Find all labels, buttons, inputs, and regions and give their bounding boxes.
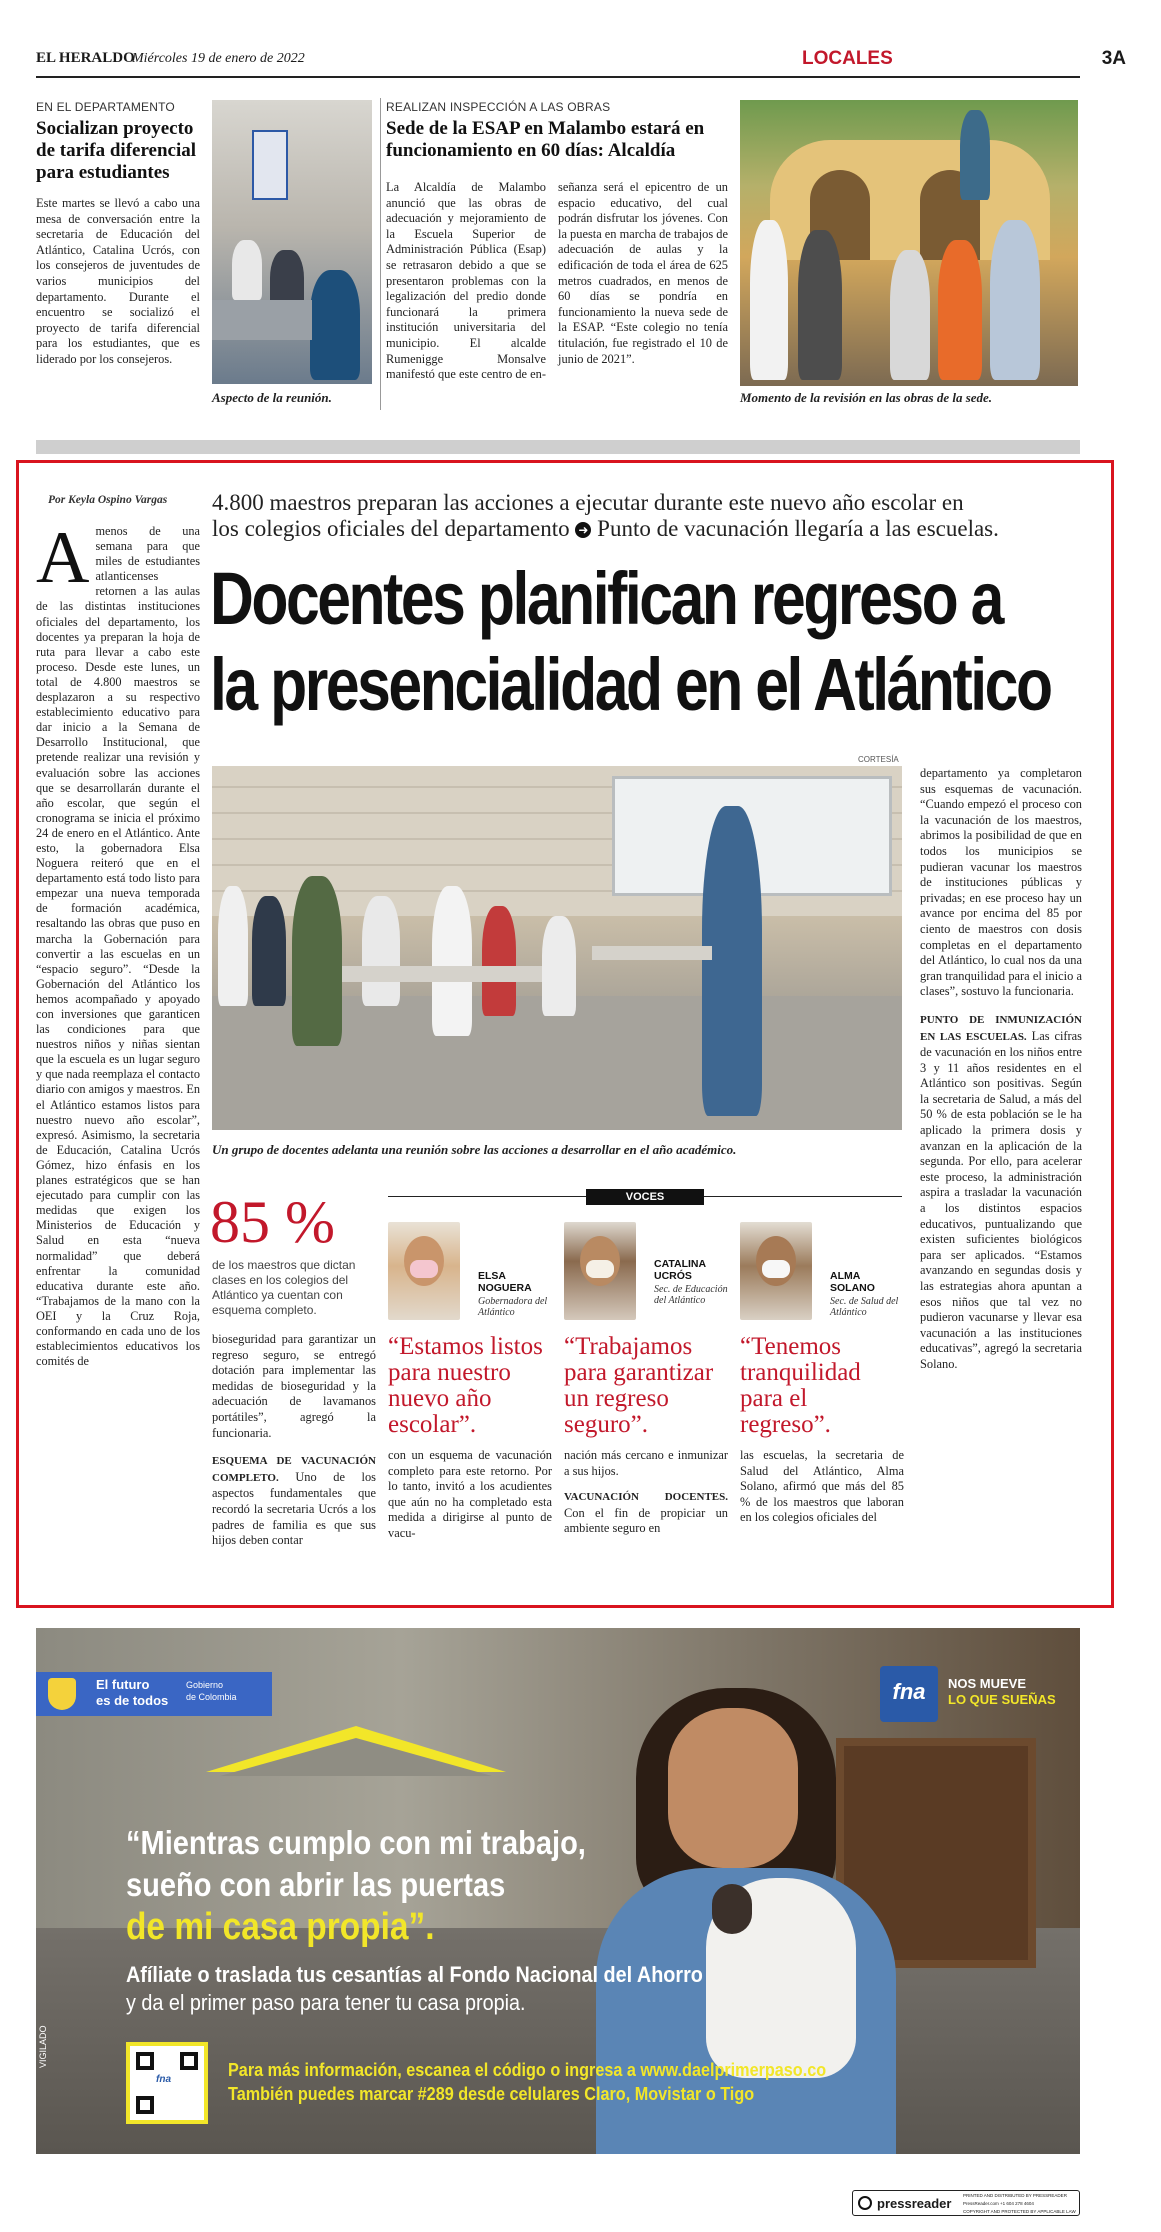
issue-date: Miércoles 19 de enero de 2022 — [132, 51, 305, 66]
main-right-col — [920, 766, 1082, 1373]
brief2-col1: La Alcaldía de Malambo anunció que las obras de adecuación y mejoramiento de la Escuela Superior de Administración Pública (Esap) se retrasaron debido a que se presentaron problemas con la legalización del predio donde funcionará la primera institución universitaria del municipio. El alcalde Rumenigge Monsalve manifestó que este centro de en- — [386, 180, 546, 382]
subtitle-part-a: los colegios oficiales del departamento — [212, 516, 570, 541]
gov-line1: El futuro — [96, 1677, 150, 1692]
voz-2-role: Sec. de Educación del Atlántico — [654, 1284, 728, 1306]
voz-3-portrait — [740, 1222, 812, 1320]
stat-text: de los maestros que dictan clases en los colegios del Atlántico ya cuentan con esquema completo. — [212, 1258, 356, 1317]
story-subtitle-line2 — [212, 516, 999, 542]
fna-logo: fna — [880, 1666, 938, 1722]
story-subtitle-line1: 4.800 maestros preparan las acciones a ejecutar durante este nuevo año escolar en — [212, 490, 964, 515]
brief1-caption: Aspecto de la reunión. — [212, 390, 332, 405]
ad-info-line1: Para más información, escanea el código o ingresa a www.daelprimerpaso.co — [228, 2060, 827, 2080]
right-col-text: departamento ya completaron sus esquemas de vacunación. “Cuando empezó el proceso con la vacunación de los maestros, abrimos la posibilidad de que en todos los municipios se pudieran vacunar los maestros de instituciones públicas y privadas; en ese proceso hay un avance por encima del 85 por ciento de maestros con dosis completas en el departamento del Atlántico, lo cual nos da una gran tranquilidad para el inicio a clases”, sostuvo la funcionaria. — [920, 766, 1082, 999]
right-subhead: PUNTO DE INMUNIZACIÓN EN LAS ESCUELAS. — [920, 1013, 1082, 1043]
gov-line2: es de todos — [96, 1693, 169, 1708]
qr-code — [126, 2042, 208, 2124]
col2-text: bioseguridad para garantizar un regreso seguro, se entregó dotación para implementar las medidas de bioseguridad y la adecuación de lavamanos portátiles”, agregó la funcionaria. — [212, 1332, 376, 1440]
paper-name: EL HERALDO — [36, 50, 135, 66]
brief2-photo — [740, 100, 1078, 386]
voz-3-name: ALMA SOLANO — [830, 1270, 875, 1294]
ad-woman-face — [668, 1708, 798, 1868]
fna-slogan-line1: NOS MUEVE — [948, 1676, 1027, 1691]
main-headline-line1: Docentes planifican regreso a — [210, 557, 1002, 640]
ad-quote-line1: “Mientras cumplo con mi trabajo, — [126, 1824, 586, 1861]
main-col2 — [212, 1332, 376, 1549]
main-col1 — [36, 517, 200, 1369]
voces-label: VOCES — [586, 1189, 704, 1205]
gov-line3: Gobierno — [186, 1680, 224, 1690]
voz-2-portrait — [564, 1222, 636, 1320]
page-number: 3A — [1101, 48, 1126, 69]
stat-value: 85 % — [210, 1189, 335, 1255]
voz-3-quote: “Tenemos tranquilidad para el regreso”. — [740, 1333, 861, 1438]
byline: Por Keyla Ospino Vargas — [48, 494, 168, 506]
ad-sub-line2: y da el primer paso para tener tu casa propia. — [126, 1990, 526, 2015]
voz-1-name: ELSA NOGUERA — [478, 1270, 532, 1294]
pressreader-badge — [852, 2190, 1080, 2216]
arrow-circle-icon: ➜ — [575, 522, 591, 538]
col4-text: nación más cercano e inmunizar a sus hijos. — [564, 1448, 728, 1478]
voz-3-role: Sec. de Salud del Atlántico — [830, 1296, 899, 1318]
subtitle-part-b: Punto de vacunación llegaría a las escuelas. — [597, 516, 999, 541]
brief-divider — [380, 98, 381, 410]
ad-roof-inner — [220, 1738, 492, 1776]
ad-quote-line2: sueño con abrir las puertas — [126, 1866, 506, 1903]
main-photo-caption: Un grupo de docentes adelanta una reunión sobre las acciones a desarrollar en el año académico. — [212, 1142, 737, 1157]
voz-1-quote: “Estamos listos para nuestro nuevo año escolar”. — [388, 1333, 543, 1438]
fna-advertisement — [36, 1628, 1080, 2154]
right-col-text2: Las cifras de vacunación en los niños entre 3 y 11 años residentes en el Atlántico son positivas. Según la secretaria de Salud, a más del 50 % de esta población se le ha aplicado la primera dosis y avanzan en la aplicación de la segunda. Por ello, para acelerar este proceso, la administración aspira a trasladar la vacunación a los distintos espacios educativos, puntualizando que existen suficientes biológicos para ser aplicados. “Estamos avanzando en segundas dosis y las estrategias ahora apuntan a esos niños que tal vez no pudieron vacunarse y llevar esa vacunación a las instituciones educativas”, agregó la secretaria Solano. — [920, 1028, 1082, 1371]
photo-credit: CORTESÍA — [858, 755, 899, 764]
brief2-headline: Sede de la ESAP en Malambo estará en funcionamiento en 60 días: Alcaldía — [386, 118, 705, 161]
gov-line4: de Colombia — [186, 1692, 237, 1702]
drop-cap: A — [36, 517, 90, 599]
section-band — [36, 440, 1080, 454]
brief1-headline: Socializan proyecto de tarifa diferencial para estudiantes — [36, 118, 197, 183]
ad-info-line2: También puedes marcar #289 desde celulares Claro, Movistar o Tigo — [228, 2084, 755, 2104]
col2-text-b: Uno de los aspectos fundamentales que recordó la secretaria Ucrós a los padres de familia es que sus hijos deben contar — [212, 1469, 376, 1548]
col4-subhead: VACUNACIÓN DOCENTES. — [564, 1491, 728, 1504]
voz-1-portrait — [388, 1222, 460, 1320]
voz-2-quote: “Trabajamos para garantizar un regreso seguro”. — [564, 1333, 714, 1438]
page-header — [36, 48, 1126, 74]
coat-of-arms-icon — [48, 1678, 76, 1710]
brief1-body: Este martes se llevó a cabo una mesa de conversación entre la secretaria de Educación del Atlántico, Catalina Ucrós, con los consejeros de juventudes de varios municipios del departamento. Durante el encuentro se socializó el proyecto de tarifa diferencial para los estudiantes, que es liderado por los consejeros. — [36, 196, 200, 366]
main-col5: las escuelas, la secretaria de Salud del Atlántico, Alma Solano, afirmó que más del 85 % de los maestros que laboran en los colegios oficiales del — [740, 1448, 904, 1525]
vigilado-text: VIGILADO — [38, 2025, 48, 2068]
main-photo — [212, 766, 902, 1130]
brief2-kicker: REALIZAN INSPECCIÓN A LAS OBRAS — [386, 100, 611, 114]
gov-badge — [36, 1672, 272, 1716]
col4-text-b: Con el fin de propiciar un ambiente seguro en — [564, 1505, 728, 1536]
pressreader-note2: PressReader.com +1 604 278 4604 — [963, 2201, 1034, 2206]
main-col4 — [564, 1448, 728, 1537]
brief1-kicker: EN EL DEPARTAMENTO — [36, 100, 175, 114]
ad-dog-ear — [712, 1884, 752, 1934]
main-col3: con un esquema de vacunación completo para este retorno. Por lo tanto, invitó a los acudientes que aún no ha completado esta medida a dirigirse al punto de vacu- — [388, 1448, 552, 1540]
pressreader-note3: COPYRIGHT AND PROTECTED BY APPLICABLE LAW — [963, 2209, 1076, 2214]
main-col1-text: menos de una semana para que miles de estudiantes atlanticenses retornen a las aulas de las distintas instituciones oficiales del departamento, los docentes ya preparan la hoja de ruta para llevar a cabo este proceso. Desde este lunes, un total de 4.800 maestros se desplazaron a su respectivo establecimiento educativo para dar inicio a la Semana de Desarrollo Institucional, que pretende realizar una revisión y evaluación sobre las acciones que se desarrollarán durante el año escolar, que según el cronograma se inicia el próximo 24 de enero en el Atlántico. Ante esto, la gobernadora Elsa Noguera reiteró que en el departamento está todo listo para empezar una nueva temporada de formación académica, resaltando las obras que puso en marcha la Gobernación para convertir a las escuelas en un “espacio seguro”. “Desde la Gobernación del Atlántico los hemos acompañado y apoyado con inversiones que garanticen las condiciones para que nuestros niños y niñas sientan que la escuela es un lugar seguro y que nada reemplaza el contacto diario con amigos y maestros. En el Atlántico estamos listos para nuestro nuevo año escolar”, expresó. Asimismo, la secretaria de Educación, Catalina Ucrós Gómez, hizo énfasis en los planes estratégicos que se han ejecutado para cumplir con las medidas que exigen los Ministerios de Educación y Salud en esta “nueva normalidad” que deberá enfrentar la comunidad educativa durante este año. “Trabajamos de la mano con la OEI y la Cruz Roja, conformando en cada uno de los establecimientos educativos los comités de — [36, 524, 200, 1369]
section-name: LOCALES — [802, 48, 893, 69]
ad-quote-line3: de mi casa propia”. — [126, 1906, 435, 1948]
col2-subhead: ESQUEMA DE VACUNACIÓN COMPLETO. — [212, 1455, 376, 1484]
pressreader-brand: pressreader — [877, 2196, 952, 2211]
brief2-caption: Momento de la revisión en las obras de la sede. — [740, 390, 993, 405]
header-rule — [36, 76, 1080, 78]
main-headline-line2: la presencialidad en el Atlántico — [210, 643, 1051, 726]
ad-sub-line1: Afíliate o traslada tus cesantías al Fondo Nacional del Ahorro — [126, 1962, 703, 1987]
pressreader-icon — [858, 2196, 872, 2210]
pressreader-note1: PRINTED AND DISTRIBUTED BY PRESSREADER — [963, 2193, 1067, 2198]
brief2-col2: señanza será el epicentro de un espacio educativo, del cual podrán disfrutar los jóvenes. Con la puesta en marcha de trabajos de adecuación de aulas y la edificación de toda el área de 625 metros cuadrados, en menos de 60 días se pondría en funcionamiento la nueva sede de la ESAP. “Este colegio no tenía titulación, fue registrado el 10 de junio de 2021”. — [558, 180, 728, 366]
voz-2-name: CATALINA UCRÓS — [654, 1258, 706, 1282]
brief1-photo — [212, 100, 372, 384]
voz-1-role: Gobernadora del Atlántico — [478, 1296, 548, 1318]
fna-slogan-line2: LO QUE SUEÑAS — [948, 1692, 1056, 1707]
qr-label: fna — [156, 2074, 171, 2085]
